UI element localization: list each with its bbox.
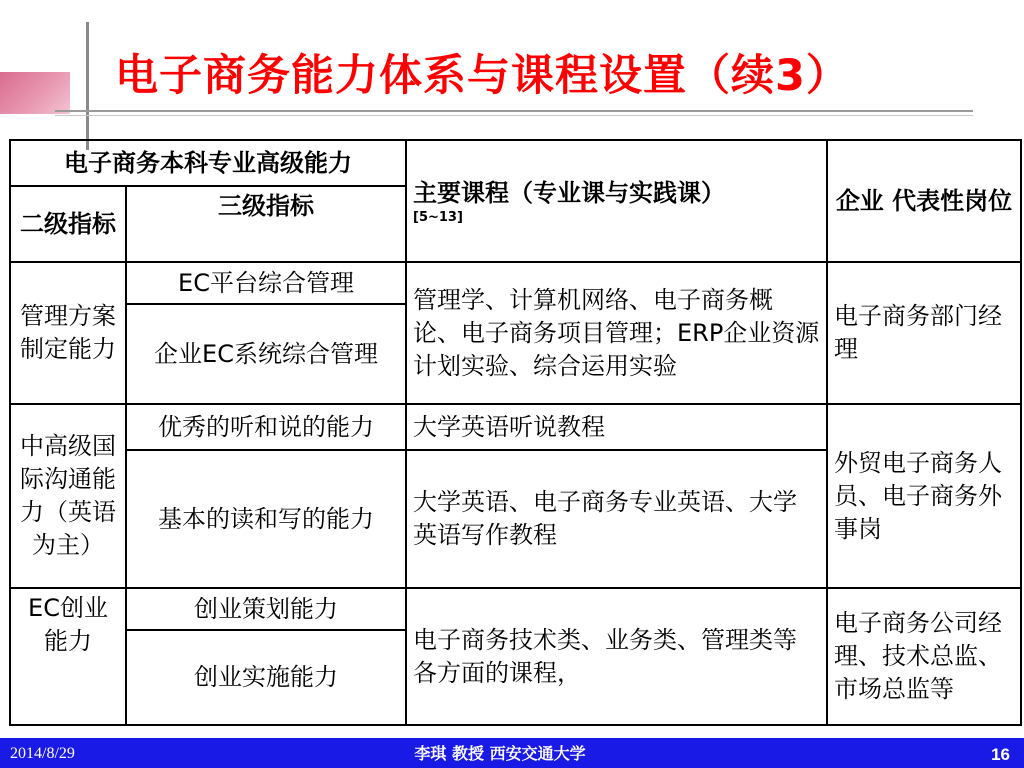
group1-positions: 电子商务部门经理 [827, 262, 1021, 404]
header-courses-cell [406, 140, 827, 262]
header-courses: 主要课程（专业课与实践课） [413, 178, 725, 207]
page-number: 16 [991, 745, 1010, 764]
decorative-vertical-line [86, 22, 89, 150]
group3-level3-2: 创业实施能力 [126, 630, 406, 725]
group2-positions: 外贸电子商务人员、电子商务外事岗 [827, 404, 1021, 588]
header-level3: 三级指标 [126, 186, 406, 262]
footer-date: 2014/8/29 [10, 745, 75, 762]
group3-level3-1: 创业策划能力 [126, 588, 406, 630]
group2-courses-1: 大学英语听说教程 [406, 404, 827, 450]
footer-author: 李琪 教授 西安交通大学 [414, 744, 586, 763]
group3-level2: EC创业能力 [10, 588, 126, 725]
group1-courses: 管理学、计算机网络、电子商务概论、电子商务项目管理；ERP企业资源计划实验、综合运用实验 [406, 262, 827, 404]
table-header-row-1 [10, 140, 1021, 186]
header-ability: 电子商务本科专业高级能力 [10, 140, 406, 186]
group1-level3-2: 企业EC系统综合管理 [126, 304, 406, 404]
header-level2: 二级指标 [10, 186, 126, 262]
header-positions: 企业 代表性岗位 [827, 140, 1021, 262]
table-row [10, 262, 1021, 304]
ability-course-table [9, 139, 1022, 726]
decorative-horizontal-line-secondary [55, 115, 973, 116]
group2-courses-2: 大学英语、电子商务专业英语、大学英语写作教程 [406, 450, 827, 588]
group3-positions: 电子商务公司经理、技术总监、市场总监等 [827, 588, 1021, 725]
decorative-pink-block [0, 72, 70, 114]
group2-level3-2: 基本的读和写的能力 [126, 450, 406, 588]
header-courses-ref: [5~13] [413, 209, 463, 225]
group1-level3-1: EC平台综合管理 [126, 262, 406, 304]
group2-level2: 中高级国际沟通能力（英语为主） [10, 404, 126, 588]
group1-level2: 管理方案制定能力 [10, 262, 126, 404]
table-row [10, 588, 1021, 630]
table-row [10, 404, 1021, 450]
decorative-horizontal-line [55, 110, 973, 112]
group3-courses: 电子商务技术类、业务类、管理类等各方面的课程， [406, 588, 827, 725]
slide-title: 电子商务能力体系与课程设置（续3） [115, 51, 850, 101]
group2-level3-1: 优秀的听和说的能力 [126, 404, 406, 450]
footer-bar [0, 738, 1024, 768]
